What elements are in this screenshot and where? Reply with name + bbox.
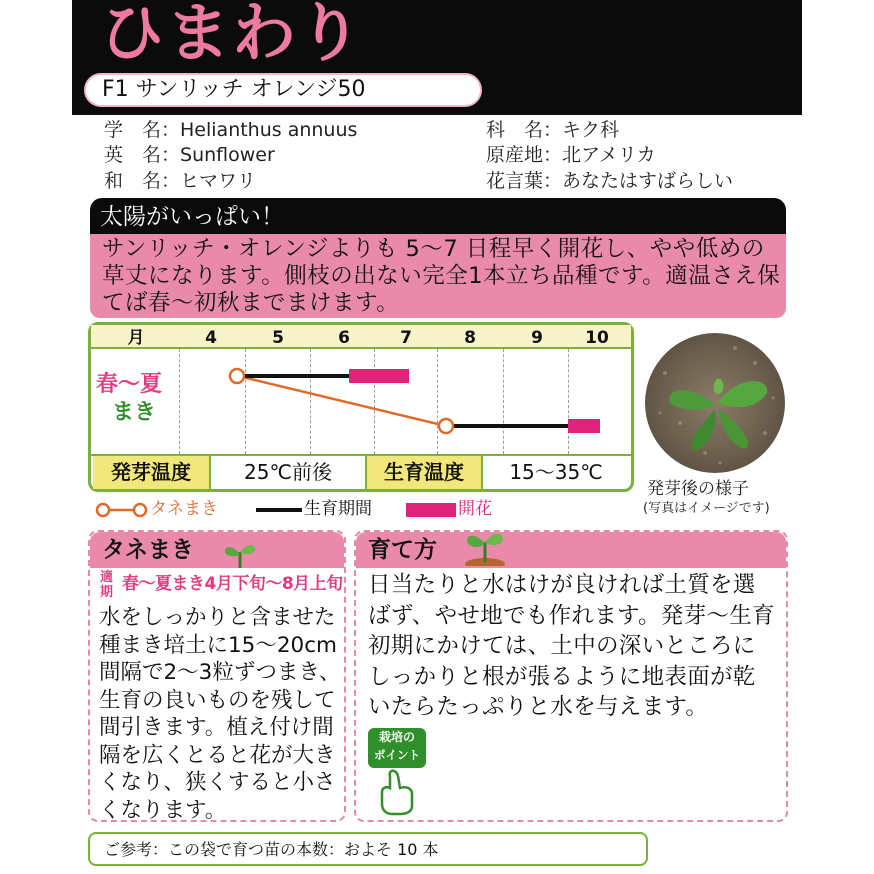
legend-sowing-label: タネまき [150,499,218,519]
calendar-month: 7 [400,328,412,348]
info-value: 北アメリカ [562,144,656,166]
info-label: 学 名： [104,119,181,141]
badge-label: 栽培の [378,730,415,744]
growth-temp-value: 15〜35℃ [509,460,603,484]
seedling-photo [645,333,785,473]
germination-temp-label: 発芽温度 [93,456,209,489]
growing-text: 日当たりと水はけが良ければ土質を選ばず、やせ地でも作れます。発芽〜生育初期にかけては、土中の深いところにしっかりと根が張るように地表面が乾いたらたっぷりと水を与えます。 [368,572,775,720]
seedling-illustration [645,333,785,473]
info-value: Sunflower [180,144,275,166]
info-value: Helianthus annuus [180,119,358,141]
badge-label-2: ポイント [374,748,420,762]
calendar-month: 5 [272,328,284,348]
season-tag: 適期 [100,570,114,600]
calendar-month: 9 [531,328,543,348]
legend-flowering-swatch [406,503,456,517]
sowing-start-marker [230,369,244,383]
calendar-month: 6 [338,328,350,348]
legend-sowing-marker [134,504,146,516]
calendar-month: 10 [585,328,609,348]
info-label: 科 名： [486,119,563,141]
description-text: サンリッチ・オレンジよりも 5〜7 日程早く開花し、やや低めの草丈になります。側枝の出ない完全1本立ち品種です。適温さえ保てば春〜初秋までまけます。 [102,236,781,316]
sowing-text: 水をしっかりと含ませた種まき培土に15〜20cm間隔で2〜3粒ずつまき、生育の良いものを残して間引きます。植え付け間隔を広くとると花が大きくなり、狭くすると小さくなります。 [99,605,341,823]
photo-note: (写真はイメージです) [643,501,770,516]
cultivation-point-badge [366,726,428,816]
flowering-bar [568,419,600,433]
sowing-range-line [238,376,446,426]
calendar-month: 8 [464,328,476,348]
sprout-icon [222,538,258,568]
info-label: 原産地： [486,144,563,166]
product-title: ひまわり [100,0,364,71]
growing-title: 育て方 [368,537,437,563]
info-value: ヒマワリ [180,170,257,192]
info-label: 和 名： [104,170,181,192]
calendar-row-label-2: まき [112,400,157,425]
slogan: 太陽がいっぱい！ [100,204,284,230]
sowing-end-marker [439,419,453,433]
info-value: キク科 [562,119,620,141]
legend-growing-label: 生育期間 [304,499,372,519]
sowing-title: タネまき [102,537,194,563]
calendar-row-label: 春〜夏 [96,372,163,397]
variety-name: F1 サンリッチ オレンジ50 [102,77,366,102]
calendar-month: 4 [205,328,217,348]
info-label: 花言葉： [486,170,563,192]
calendar-month-label: 月 [127,328,145,348]
growth-temp-label: 生育温度 [367,456,481,489]
legend-flowering-label: 開花 [458,499,492,519]
flowering-bar [349,369,409,383]
sowing-season: 春〜夏まき4月下旬〜8月上旬 [122,574,343,594]
sprout-icon [462,524,508,566]
info-label: 英 名： [104,144,181,166]
legend-sowing-marker [97,504,109,516]
reference-text: ご参考：この袋で育つ苗の本数：およそ 10 本 [104,840,439,859]
info-value: あなたはすばらしい [562,170,734,192]
photo-caption: 発芽後の様子 [647,479,749,499]
germination-temp-value: 25℃前後 [244,460,332,484]
